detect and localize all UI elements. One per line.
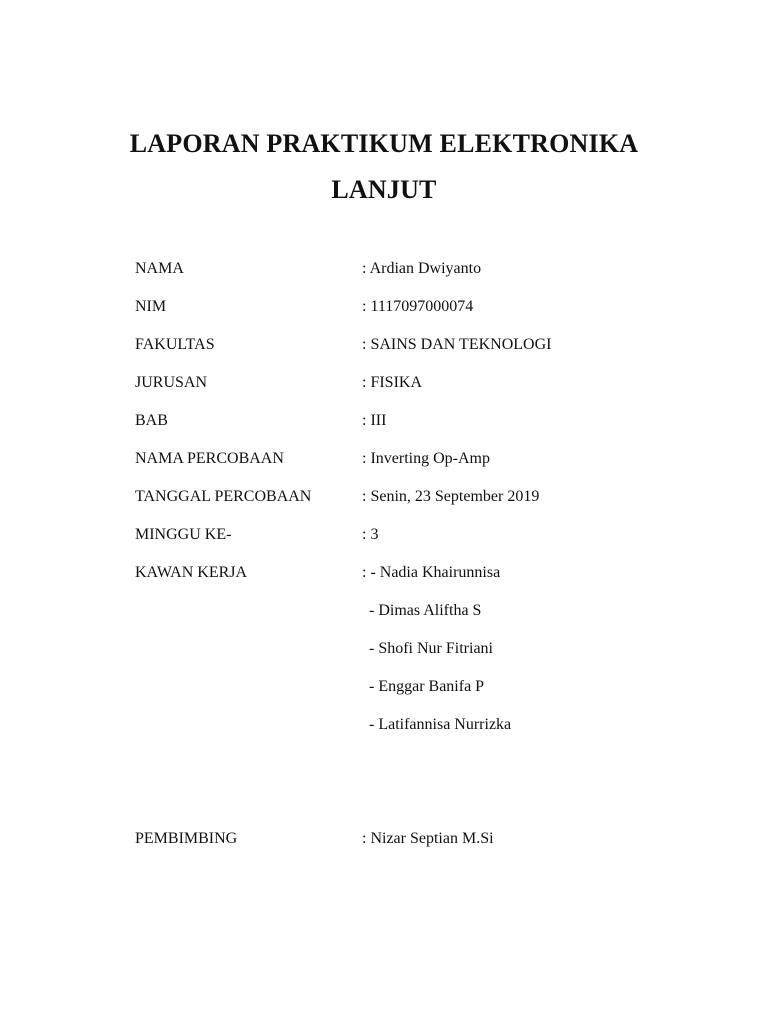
field-label-tanggal-percobaan: TANGGAL PERCOBAAN	[135, 488, 312, 505]
field-value-jurusan: : FISIKA	[362, 374, 423, 391]
field-label-nama-percobaan: NAMA PERCOBAAN	[135, 450, 284, 467]
field-value-nama-percobaan: : Inverting Op-Amp	[362, 450, 490, 467]
field-bab	[0, 410, 768, 432]
field-value-kawan-kerja: : - Nadia Khairunnisa	[362, 564, 501, 581]
field-label-bab: BAB	[135, 412, 168, 429]
field-label-fakultas: FAKULTAS	[135, 336, 215, 353]
field-pembimbing	[0, 828, 768, 850]
field-nim	[0, 296, 768, 318]
field-value-pembimbing: : Nizar Septian M.Si	[362, 830, 494, 847]
field-label-pembimbing: PEMBIMBING	[135, 830, 238, 847]
kawan-kerja-member: - Latifannisa Nurrizka	[369, 716, 512, 733]
field-jurusan	[0, 372, 768, 394]
kawan-kerja-member: - Dimas Aliftha S	[369, 602, 482, 619]
field-label-nama: NAMA	[135, 260, 184, 277]
field-label-kawan-kerja: KAWAN KERJA	[135, 564, 248, 581]
field-kawan-kerja	[0, 562, 768, 584]
field-tanggal-percobaan	[0, 486, 768, 508]
report-title-line-1: LAPORAN PRAKTIKUM ELEKTRONIKA	[129, 129, 639, 158]
field-fakultas	[0, 334, 768, 356]
field-value-tanggal-percobaan: : Senin, 23 September 2019	[362, 488, 540, 505]
field-value-nim: : 1117097000074	[362, 298, 474, 315]
kawan-kerja-member: - Enggar Banifa P	[369, 678, 485, 695]
field-value-minggu-ke: : 3	[362, 526, 379, 543]
field-value-bab: : III	[362, 412, 387, 429]
field-minggu-ke	[0, 524, 768, 546]
field-label-jurusan: JURUSAN	[135, 374, 208, 391]
field-value-fakultas: : SAINS DAN TEKNOLOGI	[362, 336, 552, 353]
kawan-kerja-member: - Shofi Nur Fitriani	[369, 640, 493, 657]
field-nama-percobaan	[0, 448, 768, 470]
field-label-nim: NIM	[135, 298, 167, 315]
report-title-line-2: LANJUT	[331, 175, 437, 204]
field-value-nama: : Ardian Dwiyanto	[362, 260, 482, 277]
field-label-minggu-ke: MINGGU KE-	[135, 526, 232, 543]
field-nama	[0, 258, 768, 280]
